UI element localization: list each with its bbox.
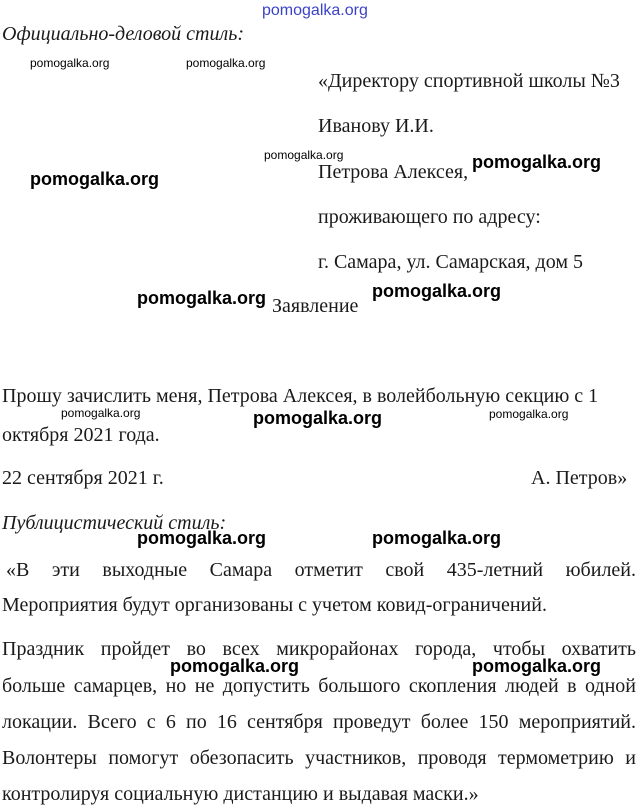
application-body-line: Прошу зачислить меня, Петрова Алексея, в волейбольную секцию с 1 bbox=[2, 385, 599, 407]
watermark: pomogalka.org bbox=[61, 406, 141, 420]
publicistic-paragraph-line: Мероприятия будут организованы с учетом ковид-ограничений. bbox=[2, 594, 547, 616]
addressee-line: Петрова Алексея, bbox=[318, 161, 469, 183]
publicistic-paragraph-line: Волонтеры помогут обезопасить участников, проводя термометрию и bbox=[2, 747, 636, 769]
addressee-line: Иванову И.И. bbox=[318, 115, 434, 137]
addressee-line: г. Самара, ул. Самарская, дом 5 bbox=[318, 251, 583, 273]
watermark: pomogalka.org bbox=[170, 656, 300, 676]
official-style-heading: Официально-деловой стиль: bbox=[2, 23, 244, 45]
watermark: pomogalka.org bbox=[489, 407, 569, 421]
watermark: pomogalka.org bbox=[186, 56, 266, 70]
watermark: pomogalka.org bbox=[30, 169, 160, 189]
watermark: pomogalka.org bbox=[137, 528, 267, 548]
watermark: pomogalka.org bbox=[30, 56, 110, 70]
publicistic-paragraph-line: локации. Всего с 6 по 16 сентября проведут более 150 мероприятий. bbox=[2, 711, 636, 733]
watermark: pomogalka.org bbox=[372, 528, 502, 548]
publicistic-paragraph-line: больше самарцев, но не допустить большого скопления людей в одной bbox=[2, 675, 636, 697]
watermark: pomogalka.org bbox=[372, 281, 502, 301]
publicistic-paragraph-line: «В эти выходные Самара отметит свой 435-летний юбилей. bbox=[6, 559, 636, 581]
application-date: 22 сентября 2021 г. bbox=[2, 467, 164, 489]
addressee-line: проживающего по адресу: bbox=[318, 206, 541, 228]
watermark: pomogalka.org bbox=[472, 656, 602, 676]
top-watermark: pomogalka.org bbox=[262, 2, 368, 19]
publicistic-paragraph-line: Праздник пройдет во всех микрорайонах города, чтобы охватить bbox=[2, 638, 636, 660]
watermark: pomogalka.org bbox=[137, 288, 267, 308]
watermark: pomogalka.org bbox=[264, 148, 344, 162]
application-body-line: октября 2021 года. bbox=[2, 424, 160, 446]
watermark: pomogalka.org bbox=[472, 152, 602, 172]
publicistic-paragraph-line: контролируя социальную дистанцию и выдавая маски.» bbox=[2, 783, 479, 805]
watermark: pomogalka.org bbox=[253, 408, 383, 428]
document-title: Заявление bbox=[272, 295, 359, 317]
signature: А. Петров» bbox=[531, 467, 628, 489]
publicistic-style-heading: Публицистический стиль: bbox=[2, 512, 227, 534]
addressee-line: «Директору спортивной школы №3 bbox=[318, 70, 620, 92]
